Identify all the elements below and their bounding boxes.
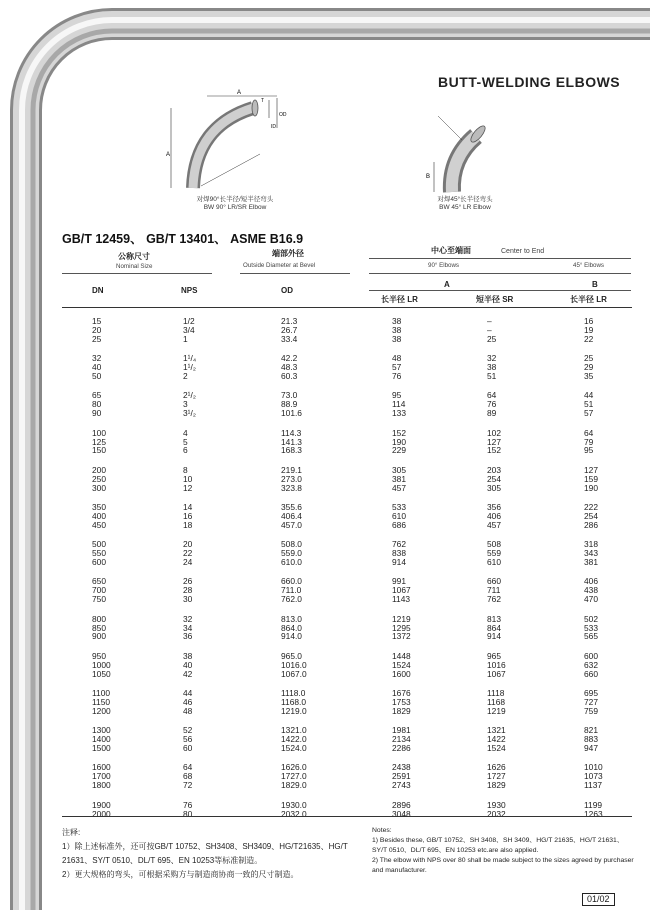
elbows-90-header: 90° Elbows [428, 262, 460, 269]
cell-dn: 500 [92, 539, 106, 550]
cell-nps: 64 [183, 762, 193, 773]
cell-a-lr: 2591 [392, 771, 411, 782]
cell-a-lr: 229 [392, 445, 406, 456]
cell-nps: 3/4 [183, 324, 195, 335]
cell-nps: 42 [183, 668, 193, 679]
cell-a-sr: 254 [487, 473, 501, 484]
cell-dn: 1150 [92, 696, 111, 707]
cell-a-sr: 711 [487, 585, 501, 596]
cell-a-lr: 305 [392, 464, 406, 475]
cell-nps: 38 [183, 650, 193, 661]
cell-a-sr: 508 [487, 539, 501, 550]
cell-a-lr: 2743 [392, 780, 411, 791]
cell-od: 1016.0 [281, 659, 307, 670]
cell-b-lr: 727 [584, 696, 598, 707]
center-to-end-en: Center to End [501, 248, 545, 255]
elbow-90-diagram [165, 88, 305, 196]
cell-a-sr: 1219 [487, 705, 506, 716]
cell-od: 965.0 [281, 650, 302, 661]
notes-en-label: Notes: [372, 827, 392, 834]
cell-b-lr: 470 [584, 594, 598, 605]
cell-a-lr: 991 [392, 576, 406, 587]
cell-od: 660.0 [281, 576, 302, 587]
cell-b-lr: 57 [584, 408, 594, 419]
cell-dn: 900 [92, 631, 106, 642]
cell-dn: 200 [92, 464, 106, 475]
cell-a-lr: 152 [392, 427, 406, 438]
cell-a-lr: 2438 [392, 762, 411, 773]
cell-a-lr: 190 [392, 436, 406, 447]
dim-b-label: B [426, 174, 431, 180]
cell-nps: 28 [183, 585, 193, 596]
cell-b-lr: 1137 [584, 780, 603, 791]
cell-od: 21.3 [281, 316, 298, 326]
cell-a-lr: 3048 [392, 808, 411, 819]
cell-a-sr: – [487, 316, 492, 326]
cell-a-sr: 864 [487, 622, 501, 633]
cell-b-lr: 343 [584, 548, 598, 559]
cell-a-lr: 2286 [392, 743, 411, 753]
cell-a-lr: 48 [392, 353, 402, 364]
center-to-end-cn: 中心至端面 [431, 246, 471, 255]
cell-od: 711.0 [281, 585, 302, 596]
cell-dn: 125 [92, 436, 106, 447]
cell-b-lr: 565 [584, 631, 598, 642]
cell-od: 406.4 [281, 510, 302, 521]
cell-a-lr: 1067 [392, 585, 411, 596]
cell-a-sr: 1168 [487, 696, 506, 707]
elbow-45-diagram [420, 112, 500, 194]
cell-a-sr: 76 [487, 399, 497, 410]
cell-dn: 1000 [92, 659, 111, 670]
cell-b-lr: 947 [584, 743, 598, 753]
cell-nps: 22 [183, 548, 193, 559]
cell-dn: 25 [92, 333, 102, 344]
cell-b-lr: 1073 [584, 771, 603, 782]
cell-dn: 15 [92, 316, 102, 326]
cell-a-sr: 1524 [487, 743, 506, 753]
cell-b-lr: 159 [584, 473, 598, 484]
cell-nps: 52 [183, 725, 193, 736]
cell-dn: 650 [92, 576, 106, 587]
notes-en [372, 826, 634, 876]
cell-dn: 550 [92, 548, 106, 559]
elbows-45-header: 45° Elbows [573, 262, 605, 269]
cell-a-sr: 1930 [487, 799, 506, 810]
cell-b-lr: 44 [584, 390, 594, 401]
cell-od: 1626.0 [281, 762, 307, 773]
cell-dn: 50 [92, 371, 102, 381]
cell-b-lr: 190 [584, 482, 598, 493]
cell-od: 88.9 [281, 399, 298, 410]
cell-a-lr: 762 [392, 539, 406, 550]
cell-a-sr: 1016 [487, 659, 506, 670]
a-header: A [444, 280, 450, 289]
cell-a-sr: 102 [487, 427, 501, 438]
cell-nps: 34 [183, 622, 193, 633]
cell-dn: 400 [92, 510, 106, 521]
cell-a-sr: 127 [487, 436, 501, 447]
notes-en-item-1: 1) Besides these, GB/T 10752、SH 3408、SH 3409、HG/T 21635、HG/T 21631、SY/T 0510、DL/T 695、EN 10253 etc.are also applied. [372, 837, 624, 854]
cell-a-sr: 89 [487, 408, 497, 419]
od-header: OD [281, 286, 293, 295]
cell-od: 48.3 [281, 362, 298, 373]
cell-b-lr: 286 [584, 519, 598, 530]
cell-od: 1930.0 [281, 799, 307, 810]
cell-dn: 1900 [92, 799, 111, 810]
cell-b-lr: 127 [584, 464, 598, 475]
cell-b-lr: 95 [584, 445, 594, 456]
cell-a-lr: 133 [392, 408, 406, 419]
elbow-45-caption-en: BW 45° LR Elbow [439, 204, 491, 211]
elbow-90-caption-cn: 对焊90°长半径/短半径弯头 [196, 196, 274, 203]
cell-a-lr: 914 [392, 557, 406, 567]
dim-id-label: ID [271, 124, 276, 130]
cell-od: 1829.0 [281, 780, 307, 791]
cell-b-lr: 1010 [584, 762, 603, 773]
cell-od: 457.0 [281, 519, 302, 530]
cell-b-lr: 222 [584, 502, 598, 512]
cell-a-lr: 1143 [392, 594, 411, 605]
cell-a-lr: 1524 [392, 659, 411, 670]
cell-a-sr: 610 [487, 557, 501, 567]
dim-a-side-label: A [166, 152, 171, 158]
cell-a-sr: 25 [487, 333, 497, 344]
cell-b-lr: 883 [584, 734, 598, 745]
sr-header: 短半径 SR [476, 295, 514, 304]
cell-a-lr: 533 [392, 502, 406, 512]
rule [369, 258, 631, 259]
cell-b-lr: 632 [584, 659, 598, 670]
cell-od: 355.6 [281, 502, 302, 512]
cell-a-lr: 95 [392, 390, 402, 401]
dim-a-label: A [237, 90, 242, 96]
cell-a-sr: 203 [487, 464, 501, 475]
standards-heading: GB/T 12459、 GB/T 13401、 ASME B16.9 [62, 232, 304, 246]
cell-a-sr: 2032 [487, 808, 506, 819]
cell-dn: 750 [92, 594, 106, 605]
cell-a-sr: 406 [487, 510, 501, 521]
cell-od: 141.3 [281, 436, 302, 447]
cell-nps: 3¹/₂ [183, 408, 197, 419]
cell-b-lr: 1199 [584, 799, 603, 810]
cell-nps: 1¹/₂ [183, 362, 197, 373]
cell-dn: 1400 [92, 734, 111, 745]
cell-nps: 6 [183, 445, 188, 456]
cell-nps: 76 [183, 799, 193, 810]
cell-nps: 2¹/₂ [183, 390, 197, 401]
cell-a-lr: 1676 [392, 688, 411, 698]
cell-dn: 300 [92, 482, 106, 493]
cell-nps: 10 [183, 473, 193, 484]
cell-b-lr: 64 [584, 427, 594, 438]
cell-a-sr: 1422 [487, 734, 506, 745]
rule [369, 290, 631, 291]
page-number: 01/02 [582, 893, 615, 906]
cell-b-lr: 759 [584, 705, 598, 716]
cell-b-lr: 438 [584, 585, 598, 596]
cell-a-sr: 660 [487, 576, 501, 587]
cell-dn: 1200 [92, 705, 111, 716]
cell-dn: 1100 [92, 688, 111, 698]
cell-nps: 48 [183, 705, 193, 716]
cell-b-lr: 821 [584, 725, 598, 736]
cell-a-sr: 1727 [487, 771, 506, 782]
cell-dn: 850 [92, 622, 106, 633]
cell-od: 1524.0 [281, 743, 307, 753]
cell-od: 114.3 [281, 427, 302, 438]
cell-a-lr: 76 [392, 371, 402, 381]
cell-od: 813.0 [281, 613, 302, 624]
cell-nps: 18 [183, 519, 193, 530]
cell-od: 559.0 [281, 548, 302, 559]
cell-od: 2032.0 [281, 808, 307, 819]
cell-a-sr: 1067 [487, 668, 506, 679]
cell-a-lr: 1600 [392, 668, 411, 679]
cell-od: 26.7 [281, 324, 298, 335]
cell-a-lr: 1372 [392, 631, 411, 642]
cell-b-lr: 695 [584, 688, 598, 698]
cell-od: 610.0 [281, 557, 302, 567]
cell-a-lr: 457 [392, 482, 406, 493]
cell-od: 60.3 [281, 371, 298, 381]
cell-a-lr: 381 [392, 473, 406, 484]
cell-dn: 150 [92, 445, 106, 456]
cell-nps: 44 [183, 688, 193, 698]
page-title: BUTT-WELDING ELBOWS [438, 74, 621, 90]
cell-od: 864.0 [281, 622, 302, 633]
cell-a-lr: 1219 [392, 613, 411, 624]
notes-cn-item-2: 2）更大规格的弯头，可根据采购方与制造商协商一致的尺寸制造。 [62, 870, 299, 879]
cell-nps: 56 [183, 734, 193, 745]
cell-od: 219.1 [281, 464, 302, 475]
dim-t-label: T [261, 98, 265, 104]
cell-nps: 24 [183, 557, 193, 567]
cell-a-lr: 1753 [392, 696, 411, 707]
od-header-cn: 端部外径 [272, 249, 304, 258]
cell-a-sr: 152 [487, 445, 501, 456]
cell-a-lr: 1295 [392, 622, 411, 633]
cell-a-lr: 2896 [392, 799, 411, 810]
cell-dn: 90 [92, 408, 102, 419]
od-header-en: Outside Diameter at Bevel [243, 262, 316, 269]
cell-nps: 60 [183, 743, 193, 753]
cell-a-lr: 610 [392, 510, 406, 521]
cell-dn: 600 [92, 557, 106, 567]
cell-nps: 14 [183, 502, 193, 512]
cell-dn: 1050 [92, 668, 111, 679]
cell-nps: 36 [183, 631, 193, 642]
notes-cn [62, 826, 362, 882]
nps-header: NPS [181, 286, 198, 295]
cell-od: 1118.0 [281, 688, 306, 698]
cell-dn: 32 [92, 353, 102, 364]
header-rule [62, 307, 632, 308]
cell-a-lr: 838 [392, 548, 406, 559]
cell-a-sr: 1321 [487, 725, 506, 736]
cell-od: 33.4 [281, 333, 298, 344]
cell-a-lr: 2134 [392, 734, 411, 745]
cell-dn: 40 [92, 362, 102, 373]
cell-b-lr: 533 [584, 622, 598, 633]
cell-a-sr: 64 [487, 390, 497, 401]
cell-od: 1727.0 [281, 771, 307, 782]
cell-a-lr: 114 [392, 399, 406, 410]
cell-dn: 20 [92, 324, 102, 335]
cell-a-sr: 813 [487, 613, 501, 624]
nominal-size-cn: 公称尺寸 [118, 252, 150, 261]
cell-dn: 1500 [92, 743, 111, 753]
elbow-45-caption-cn: 对焊45°长半径弯头 [437, 196, 493, 203]
cell-dn: 700 [92, 585, 106, 596]
cell-nps: 1¹/₄ [183, 353, 197, 364]
cell-dn: 80 [92, 399, 102, 410]
cell-b-lr: 381 [584, 557, 598, 567]
cell-nps: 20 [183, 539, 193, 550]
cell-a-sr: 356 [487, 502, 501, 512]
cell-a-sr: 38 [487, 362, 497, 373]
cell-a-sr: 1829 [487, 780, 506, 791]
cell-b-lr: 16 [584, 316, 594, 326]
cell-b-lr: 19 [584, 324, 594, 335]
cell-od: 323.8 [281, 482, 302, 493]
cell-a-sr: 305 [487, 482, 501, 493]
cell-nps: 72 [183, 780, 193, 791]
cell-dn: 100 [92, 427, 106, 438]
elbow-90-caption-en: BW 90° LR/SR Elbow [203, 204, 267, 211]
cell-dn: 950 [92, 650, 106, 661]
cell-nps: 8 [183, 464, 188, 475]
cell-b-lr: 502 [584, 613, 598, 624]
cell-a-sr: 1626 [487, 762, 506, 773]
cell-nps: 40 [183, 659, 193, 670]
cell-dn: 250 [92, 473, 106, 484]
cell-od: 1422.0 [281, 734, 307, 745]
cell-od: 101.6 [281, 408, 302, 419]
lr45-header: 长半径 LR [570, 295, 607, 304]
cell-b-lr: 254 [584, 510, 598, 521]
cell-dn: 1300 [92, 725, 111, 736]
cell-od: 1067.0 [281, 668, 307, 679]
b-header: B [592, 280, 598, 289]
cell-dn: 1700 [92, 771, 111, 782]
cell-od: 762.0 [281, 594, 302, 605]
rule [240, 273, 350, 274]
nominal-size-en: Nominal Size [116, 263, 153, 270]
cell-od: 1321.0 [281, 725, 307, 736]
cell-od: 42.2 [281, 353, 298, 364]
table-bottom-rule [62, 816, 632, 817]
notes-cn-label: 注释: [62, 828, 81, 837]
cell-dn: 1800 [92, 780, 111, 791]
cell-b-lr: 600 [584, 650, 598, 661]
cell-a-lr: 38 [392, 316, 402, 326]
cell-b-lr: 22 [584, 333, 594, 344]
cell-b-lr: 29 [584, 362, 594, 373]
cell-od: 1168.0 [281, 696, 306, 707]
cell-dn: 65 [92, 390, 102, 401]
cell-a-sr: 762 [487, 594, 501, 605]
cell-a-sr: – [487, 324, 492, 335]
dn-header: DN [92, 286, 104, 295]
cell-nps: 1 [183, 333, 188, 344]
cell-b-lr: 660 [584, 668, 598, 679]
cell-b-lr: 79 [584, 436, 594, 447]
cell-a-sr: 914 [487, 631, 501, 642]
cell-nps: 32 [183, 613, 193, 624]
cell-a-lr: 1981 [392, 725, 411, 736]
rule [369, 273, 631, 274]
cell-b-lr: 1263 [584, 808, 603, 819]
cell-a-sr: 32 [487, 353, 497, 364]
cell-nps: 2 [183, 371, 188, 381]
cell-nps: 80 [183, 808, 193, 819]
cell-b-lr: 25 [584, 353, 594, 364]
cell-od: 1219.0 [281, 705, 307, 716]
cell-b-lr: 51 [584, 399, 594, 410]
cell-nps: 5 [183, 436, 188, 447]
cell-dn: 450 [92, 519, 106, 530]
cell-a-lr: 38 [392, 324, 402, 335]
cell-b-lr: 35 [584, 371, 594, 381]
cell-a-sr: 559 [487, 548, 501, 559]
cell-a-lr: 38 [392, 333, 402, 344]
cell-a-sr: 51 [487, 371, 497, 381]
dim-od-label: OD [279, 112, 287, 118]
cell-b-lr: 406 [584, 576, 598, 587]
cell-a-sr: 965 [487, 650, 501, 661]
cell-nps: 30 [183, 594, 193, 605]
notes-en-item-2: 2) The elbow with NPS over 80 shall be made subject to the sizes agreed by purchaser and manufacturer. [372, 857, 634, 874]
cell-a-lr: 57 [392, 362, 402, 373]
cell-nps: 26 [183, 576, 193, 587]
cell-nps: 68 [183, 771, 193, 782]
cell-a-sr: 1118 [487, 688, 505, 698]
cell-nps: 16 [183, 510, 193, 521]
cell-a-lr: 1448 [392, 650, 411, 661]
rule [62, 273, 212, 274]
notes-cn-item-1: 1）除上述标准外，还可按GB/T 10752、SH3408、SH3409、HG/T21635、HG/T 21631、SY/T 0510、DL/T 695、EN 10253等标准制造。 [62, 842, 348, 865]
cell-od: 273.0 [281, 473, 302, 484]
cell-a-lr: 686 [392, 519, 406, 530]
cell-nps: 46 [183, 696, 193, 707]
cell-dn: 350 [92, 502, 106, 512]
cell-od: 914.0 [281, 631, 302, 642]
cell-nps: 1/2 [183, 316, 195, 326]
cell-od: 73.0 [281, 390, 298, 401]
cell-dn: 2000 [92, 808, 111, 819]
cell-nps: 12 [183, 482, 193, 493]
cell-dn: 1600 [92, 762, 111, 773]
cell-od: 508.0 [281, 539, 302, 550]
cell-a-sr: 457 [487, 519, 501, 530]
lr-header: 长半径 LR [381, 295, 418, 304]
cell-a-lr: 1829 [392, 705, 411, 716]
cell-od: 168.3 [281, 445, 302, 456]
cell-nps: 4 [183, 427, 188, 438]
cell-b-lr: 318 [584, 539, 598, 550]
cell-nps: 3 [183, 399, 188, 410]
cell-dn: 800 [92, 613, 106, 624]
